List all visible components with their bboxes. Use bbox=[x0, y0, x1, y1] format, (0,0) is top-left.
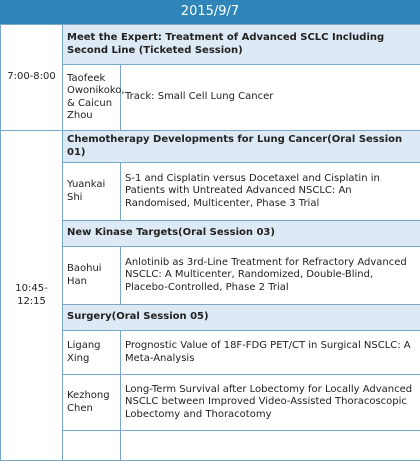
table-row bbox=[1, 247, 420, 305]
table-row bbox=[1, 331, 420, 375]
table-row bbox=[1, 131, 420, 163]
speaker-name: Yuankai Shi bbox=[63, 163, 121, 221]
session-title: Chemotherapy Developments for Lung Cancer(Oral Session 01) bbox=[63, 131, 420, 163]
session-title: Surgery(Oral Session 05) bbox=[63, 305, 420, 331]
date-header: 2015/9/7 bbox=[0, 0, 420, 25]
talk-title: S-1 and Cisplatin versus Docetaxel and Cisplatin in Patients with Untreated Advanced NSCLC: An Randomised, Multicenter, Phase 3 Trial bbox=[121, 163, 420, 221]
table-row bbox=[1, 25, 420, 65]
talk-title bbox=[121, 431, 420, 461]
speaker-name bbox=[63, 431, 121, 461]
time-slot: 10:45-12:15 bbox=[1, 131, 63, 461]
table-row bbox=[1, 65, 420, 131]
speaker-name: Taofeek Owonikoko, & Caicun Zhou bbox=[63, 65, 121, 131]
table-row bbox=[1, 163, 420, 221]
speaker-name: Ligang Xing bbox=[63, 331, 121, 375]
speaker-name: Kezhong Chen bbox=[63, 375, 121, 431]
table-row bbox=[1, 305, 420, 331]
session-title: Meet the Expert: Treatment of Advanced SCLC Including Second Line (Ticketed Session) bbox=[63, 25, 420, 65]
talk-title: Long-Term Survival after Lobectomy for Locally Advanced NSCLC between Improved Video-Assisted Thoracoscopic Lobectomy and Thoracotomy bbox=[121, 375, 420, 431]
talk-title: Anlotinib as 3rd-Line Treatment for Refractory Advanced NSCLC: A Multicenter, Randomized, Double-Blind, Placebo-Controlled, Phase 2 Trial bbox=[121, 247, 420, 305]
talk-title: Prognostic Value of 18F-FDG PET/CT in Surgical NSCLC: A Meta-Analysis bbox=[121, 331, 420, 375]
table-row bbox=[1, 221, 420, 247]
session-title: New Kinase Targets(Oral Session 03) bbox=[63, 221, 420, 247]
time-slot: 7:00-8:00 bbox=[1, 25, 63, 131]
table-row bbox=[1, 431, 420, 461]
talk-title: Track: Small Cell Lung Cancer bbox=[121, 65, 420, 131]
table-row bbox=[1, 375, 420, 431]
schedule-table bbox=[0, 24, 420, 461]
speaker-name: Baohui Han bbox=[63, 247, 121, 305]
